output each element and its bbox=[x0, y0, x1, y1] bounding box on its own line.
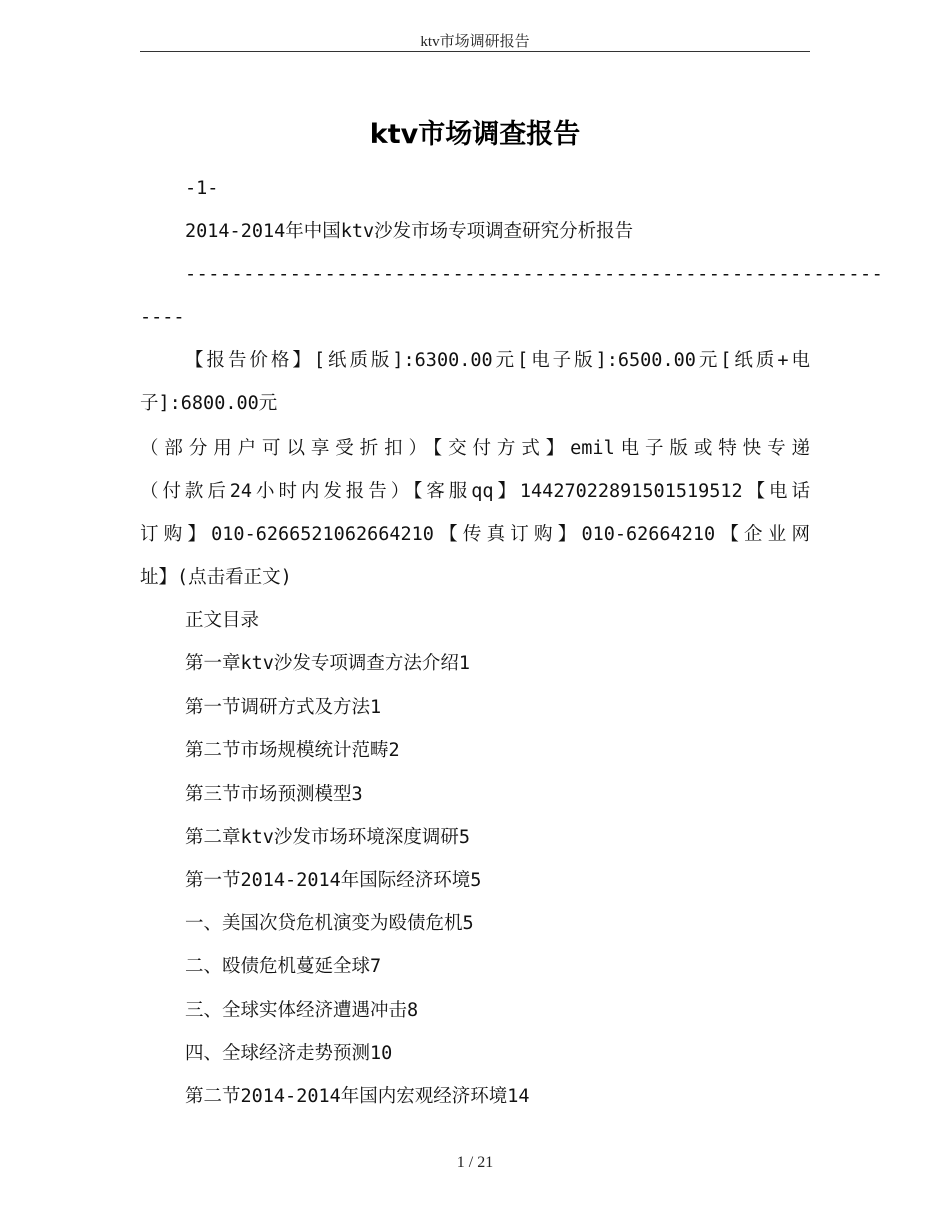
info-line: 址】(点击看正文) bbox=[140, 567, 292, 588]
toc-item[interactable]: 第一节调研方式及方法1 bbox=[185, 697, 382, 718]
toc-item[interactable]: 第二节2014-2014年国内宏观经济环境14 bbox=[185, 1086, 530, 1107]
page-header: ktv市场调研报告 bbox=[420, 34, 530, 50]
toc-item[interactable]: 第二章ktv沙发市场环境深度调研5 bbox=[185, 827, 471, 848]
price-line: 【报告价格】[纸质版]:6300.00元[电子版]:6500.00元[纸质+电 bbox=[185, 350, 810, 371]
toc-item[interactable]: 二、殴债危机蔓延全球7 bbox=[185, 956, 382, 977]
toc-item[interactable]: 一、美国次贷危机演变为殴债危机5 bbox=[185, 913, 474, 934]
page-marker: -1- bbox=[185, 178, 219, 199]
header-rule bbox=[140, 51, 810, 52]
dash-separator-end: ---- bbox=[140, 307, 185, 328]
info-line: （部分用户可以享受折扣）【交付方式】emil电子版或特快专递 bbox=[140, 438, 810, 459]
toc-item[interactable]: 第一章ktv沙发专项调查方法介绍1 bbox=[185, 653, 471, 674]
toc-item[interactable]: 第三节市场预测模型3 bbox=[185, 784, 363, 805]
toc-item[interactable]: 第二节市场规模统计范畴2 bbox=[185, 740, 400, 761]
toc-item[interactable]: 三、全球实体经济遭遇冲击8 bbox=[185, 1000, 419, 1021]
toc-item[interactable]: 四、全球经济走势预测10 bbox=[185, 1043, 393, 1064]
page-number: 1 / 21 bbox=[456, 1154, 494, 1171]
info-line: （付款后24小时内发报告）【客服qq】14427022891501519512【电话 bbox=[140, 481, 810, 502]
toc-item[interactable]: 第一节2014-2014年国际经济环境5 bbox=[185, 870, 482, 891]
info-line: 订购】010-6266521062664210【传真订购】010-62664210【企业网 bbox=[140, 524, 810, 545]
price-line-cont: 子]:6800.00元 bbox=[140, 393, 278, 414]
dash-separator: ------------------------------------------------------------ bbox=[185, 264, 884, 285]
document-title: ktv市场调查报告 bbox=[369, 119, 581, 150]
toc-heading: 正文目录 bbox=[185, 610, 260, 631]
report-title: 2014-2014年中国ktv沙发市场专项调查研究分析报告 bbox=[185, 221, 634, 242]
